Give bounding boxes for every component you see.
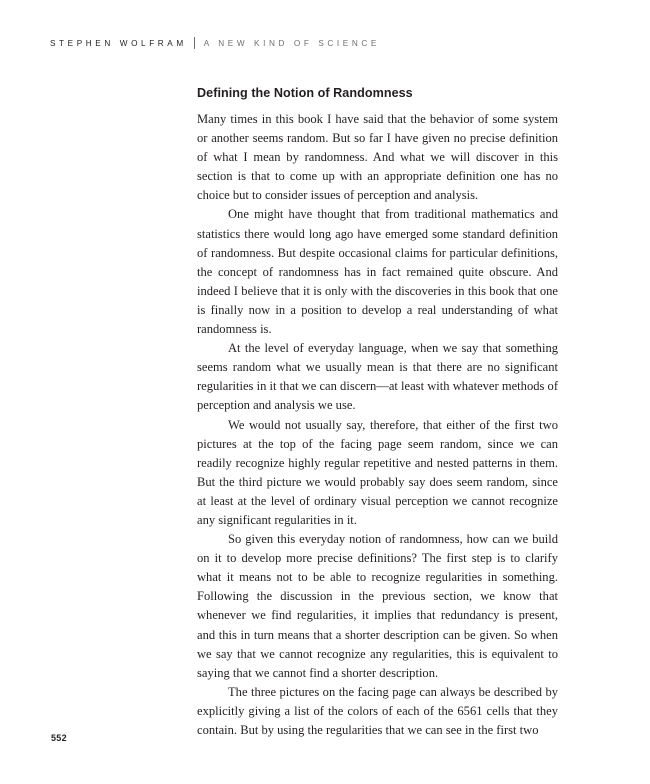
paragraph: At the level of everyday language, when we say that something seems random what we usually mean is that there are no significant regularities in it that we can discern—at least with whatever methods of perception and analysis we use.: [197, 341, 558, 413]
paragraph: Many times in this book I have said that the behavior of some system or another seems random. But so far I have given no precise definition of what I mean by randomness. And what we will discover in this section is that to come up with an appropriate definition one has no choice but to consider issues of perception and analysis.: [197, 112, 558, 203]
body-text: [197, 110, 558, 740]
section-title: Defining the Notion of Randomness: [197, 86, 413, 100]
paragraph: One might have thought that from traditional mathematics and statistics there would long ago have emerged some standard definition of randomness. But despite occasional claims for particular definitions, the concept of randomness has in fact remained quite obscure. And indeed I believe that it is only with the discoveries in this book that one is finally now in a position to develop a real understanding of what randomness is.: [197, 207, 558, 337]
paragraph: We would not usually say, therefore, that either of the first two pictures at the top of the facing page seem random, since we can readily recognize highly regular repetitive and nested patterns in them. But the third picture we would probably say does seem random, since at least at the level of ordinary visual perception we cannot recognize any significant regularities in it.: [197, 417, 558, 527]
running-head-author: STEPHEN WOLFRAM: [50, 38, 187, 48]
paragraph: So given this everyday notion of randomness, how can we build on it to develop more precise definitions? The first step is to clarify what it means not to be able to recognize regularities in something. Following the discussion in the previous section, we know that whenever we find regularities, it implies that redundancy is present, and this in turn means that a shorter description can be given. So when we say that we cannot recognize any regularities, this is equivalent to saying that we cannot find a shorter description.: [197, 532, 558, 680]
running-head-divider: [194, 37, 195, 49]
page-number: 552: [51, 733, 67, 743]
running-head-book-title: A NEW KIND OF SCIENCE: [203, 38, 380, 48]
paragraph: The three pictures on the facing page can always be described by explicitly giving a list of the colors of each of the 6561 cells that they contain. But by using the regularities that we can see in the first two: [197, 684, 558, 737]
running-head: [50, 37, 380, 49]
